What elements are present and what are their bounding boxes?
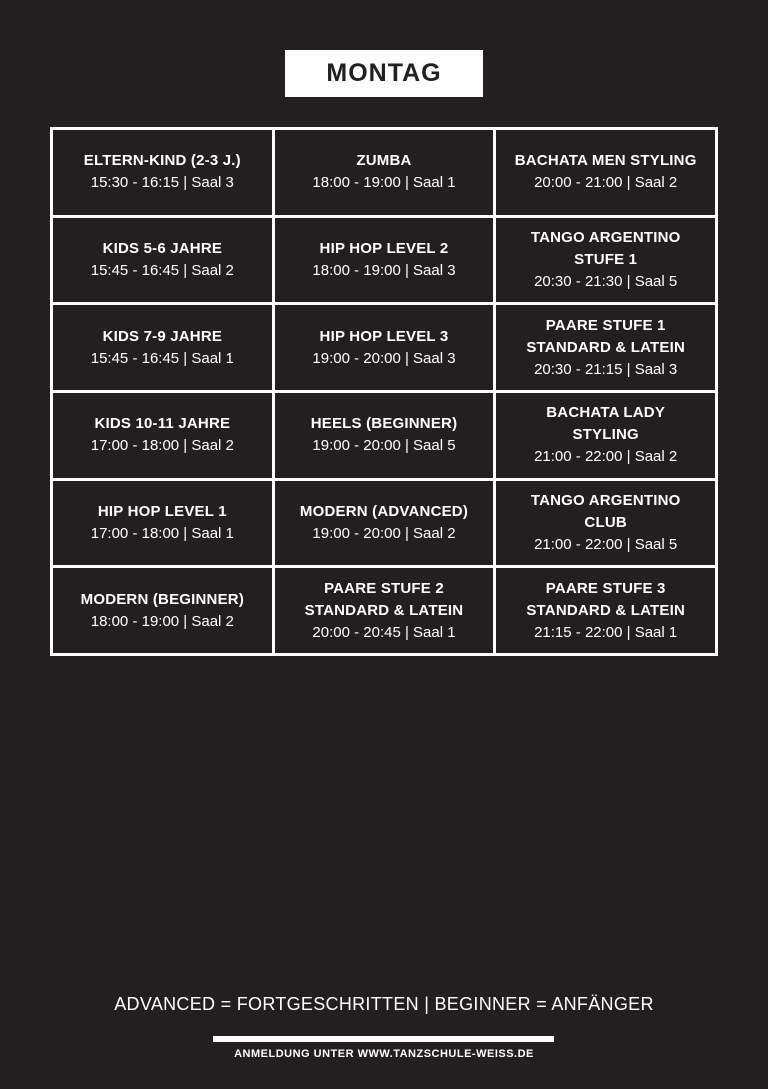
course-name: MODERN (BEGINNER) <box>80 590 245 608</box>
course-name: KIDS 10-11 JAHRE <box>94 415 231 433</box>
course-cell <box>275 305 494 390</box>
course-name: HIP HOP LEVEL 3 <box>319 327 449 345</box>
course-cell <box>275 393 494 478</box>
legend-text: ADVANCED = FORTGESCHRITTEN | BEGINNER = ANFÄNGER <box>114 994 654 1014</box>
course-cell <box>53 393 272 478</box>
course-cell <box>275 568 494 653</box>
course-name: PAARE STUFE 1 STANDARD & LATEIN <box>526 316 685 356</box>
schedule-grid <box>50 127 718 656</box>
course-time: 21:00 - 22:00 | Saal 2 <box>534 448 678 466</box>
course-name: HIP HOP LEVEL 2 <box>319 239 449 257</box>
course-cell <box>53 481 272 566</box>
course-name: BACHATA LADY STYLING <box>546 404 666 444</box>
course-time: 18:00 - 19:00 | Saal 2 <box>90 612 234 630</box>
course-time: 18:00 - 19:00 | Saal 3 <box>312 261 456 279</box>
course-time: 15:45 - 16:45 | Saal 2 <box>90 261 234 279</box>
course-cell <box>275 130 494 215</box>
course-time: 19:00 - 20:00 | Saal 3 <box>312 349 456 367</box>
footer-divider <box>213 1036 554 1042</box>
course-name: BACHATA MEN STYLING <box>514 152 697 170</box>
course-cell <box>496 305 715 390</box>
course-name: ZUMBA <box>356 152 412 170</box>
course-time: 20:30 - 21:15 | Saal 3 <box>534 360 678 378</box>
course-name: PAARE STUFE 2 STANDARD & LATEIN <box>304 579 464 619</box>
course-time: 17:00 - 18:00 | Saal 2 <box>90 437 234 455</box>
course-name: PAARE STUFE 3 STANDARD & LATEIN <box>526 579 685 619</box>
course-name: ELTERN-KIND (2-3 J.) <box>83 152 241 170</box>
course-name: HIP HOP LEVEL 1 <box>97 502 227 520</box>
course-cell <box>53 218 272 303</box>
course-time: 20:00 - 21:00 | Saal 2 <box>534 174 678 192</box>
course-time: 20:00 - 20:45 | Saal 1 <box>312 623 456 641</box>
course-cell <box>53 130 272 215</box>
course-cell <box>496 481 715 566</box>
course-time: 19:00 - 20:00 | Saal 2 <box>312 524 456 542</box>
course-cell <box>53 568 272 653</box>
course-cell <box>496 568 715 653</box>
course-name: KIDS 7-9 JAHRE <box>102 327 223 345</box>
course-cell <box>53 305 272 390</box>
day-title: MONTAG <box>285 50 483 97</box>
course-cell <box>496 393 715 478</box>
registration-link[interactable]: ANMELDUNG UNTER WWW.TANZSCHULE-WEISS.DE <box>234 1048 534 1060</box>
course-name: MODERN (ADVANCED) <box>299 502 469 520</box>
course-cell <box>275 481 494 566</box>
course-time: 18:00 - 19:00 | Saal 1 <box>312 174 456 192</box>
course-cell <box>496 130 715 215</box>
course-name: TANGO ARGENTINO STUFE 1 <box>530 228 681 268</box>
course-name: KIDS 5-6 JAHRE <box>102 239 223 257</box>
course-time: 20:30 - 21:30 | Saal 5 <box>534 272 678 290</box>
course-cell <box>275 218 494 303</box>
course-name: TANGO ARGENTINO CLUB <box>530 491 681 531</box>
course-time: 15:45 - 16:45 | Saal 1 <box>90 349 234 367</box>
course-time: 17:00 - 18:00 | Saal 1 <box>90 524 234 542</box>
course-time: 15:30 - 16:15 | Saal 3 <box>90 174 234 192</box>
course-cell <box>496 218 715 303</box>
course-name: HEELS (BEGINNER) <box>310 415 458 433</box>
course-time: 21:15 - 22:00 | Saal 1 <box>534 623 678 641</box>
course-time: 21:00 - 22:00 | Saal 5 <box>534 535 678 553</box>
course-time: 19:00 - 20:00 | Saal 5 <box>312 437 456 455</box>
